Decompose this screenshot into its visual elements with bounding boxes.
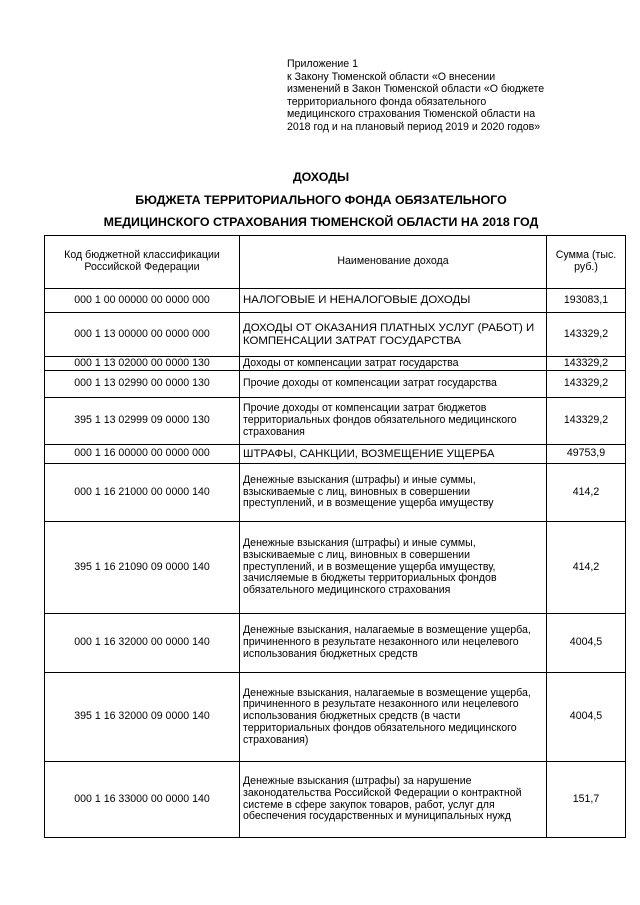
row-code: 000 1 13 00000 00 0000 000 [45, 313, 240, 357]
table-row [45, 313, 626, 357]
row-sum: 143329,2 [547, 398, 626, 445]
appendix-line: изменений в Закон Тюменской области «О бюджете [287, 83, 545, 96]
row-code: 000 1 00 00000 00 0000 000 [45, 289, 240, 313]
appendix-line: территориального фонда обязательного [287, 95, 487, 108]
row-name: Прочие доходы от компенсации затрат государства [240, 371, 547, 398]
row-code: 000 1 16 32000 00 0000 140 [45, 614, 240, 673]
row-code: 000 1 16 21000 00 0000 140 [45, 464, 240, 522]
table-row [45, 614, 626, 673]
appendix-note [287, 58, 587, 134]
row-name: Прочие доходы от компенсации затрат бюджетов территориальных фондов обязательного медицинского страхования [240, 398, 547, 445]
row-code: 000 1 16 00000 00 0000 000 [45, 445, 240, 464]
table-row [45, 289, 626, 313]
row-code: 395 1 16 32000 09 0000 140 [45, 673, 240, 762]
row-code: 395 1 16 21090 09 0000 140 [45, 522, 240, 614]
row-name: Денежные взыскания (штрафы) за нарушение законодательства Российской Федерации о контрактной системе в сфере закупок товаров, работ, услуг для обеспечения государственных и муниципальных нужд [240, 762, 547, 838]
table-row [45, 357, 626, 371]
title-line-3: МЕДИЦИНСКОГО СТРАХОВАНИЯ ТЮМЕНСКОЙ ОБЛАСТИ НА 2018 ГОД [103, 215, 539, 229]
appendix-line: Приложение 1 [287, 58, 358, 70]
appendix-line: к Закону Тюменской области «О внесении [287, 70, 496, 83]
title-line-1: ДОХОДЫ [292, 170, 350, 184]
header-sum: Сумма (тыс. руб.) [547, 236, 626, 289]
row-sum: 143329,2 [547, 357, 626, 371]
header-name: Наименование дохода [240, 236, 547, 289]
row-sum: 4004,5 [547, 614, 626, 673]
row-code: 000 1 13 02990 00 0000 130 [45, 371, 240, 398]
row-code: 395 1 13 02999 09 0000 130 [45, 398, 240, 445]
row-sum: 193083,1 [547, 289, 626, 313]
table-row [45, 445, 626, 464]
row-code: 000 1 13 02000 00 0000 130 [45, 357, 240, 371]
row-name: Денежные взыскания, налагаемые в возмещение ущерба, причиненного в результате незаконного или нецелевого использования бюджетных средств (в части территориальных фондов обязательного медицинского страхования) [240, 673, 547, 762]
row-sum: 414,2 [547, 522, 626, 614]
row-sum: 143329,2 [547, 313, 626, 357]
row-name: ДОХОДЫ ОТ ОКАЗАНИЯ ПЛАТНЫХ УСЛУГ (РАБОТ) И КОМПЕНСАЦИИ ЗАТРАТ ГОСУДАРСТВА [240, 313, 547, 357]
table-row [45, 398, 626, 445]
table-row [45, 464, 626, 522]
row-name: Денежные взыскания (штрафы) и иные суммы, взыскиваемые с лиц, виновных в совершении преступлений, и в возмещение ущерба имуществу, зачисляемые в бюджеты территориальных фондов обязательного медицинского страхования [240, 522, 547, 614]
row-sum: 143329,2 [547, 371, 626, 398]
title-line-2: БЮДЖЕТА ТЕРРИТОРИАЛЬНОГО ФОНДА ОБЯЗАТЕЛЬНОГО [135, 193, 507, 207]
row-code: 000 1 16 33000 00 0000 140 [45, 762, 240, 838]
row-name: ШТРАФЫ, САНКЦИИ, ВОЗМЕЩЕНИЕ УЩЕРБА [240, 445, 547, 464]
appendix-line: 2018 год и на плановый период 2019 и 2020 годов» [287, 120, 541, 133]
income-table [44, 235, 626, 838]
row-name: НАЛОГОВЫЕ И НЕНАЛОГОВЫЕ ДОХОДЫ [240, 289, 547, 313]
row-name: Денежные взыскания, налагаемые в возмещение ущерба, причиненного в результате незаконного или нецелевого использования бюджетных средств [240, 614, 547, 673]
row-name: Денежные взыскания (штрафы) и иные суммы, взыскиваемые с лиц, виновных в совершении преступлений, и в возмещение ущерба имуществу [240, 464, 547, 522]
table-row [45, 673, 626, 762]
row-sum: 414,2 [547, 464, 626, 522]
row-sum: 49753,9 [547, 445, 626, 464]
row-sum: 151,7 [547, 762, 626, 838]
table-row [45, 522, 626, 614]
appendix-line: медицинского страхования Тюменской области на [287, 108, 536, 121]
row-name: Доходы от компенсации затрат государства [240, 357, 547, 371]
row-sum: 4004,5 [547, 673, 626, 762]
table-header-row [45, 236, 626, 289]
header-code: Код бюджетной классификации Российской Федерации [45, 236, 240, 289]
table-row [45, 762, 626, 838]
table-row [45, 371, 626, 398]
